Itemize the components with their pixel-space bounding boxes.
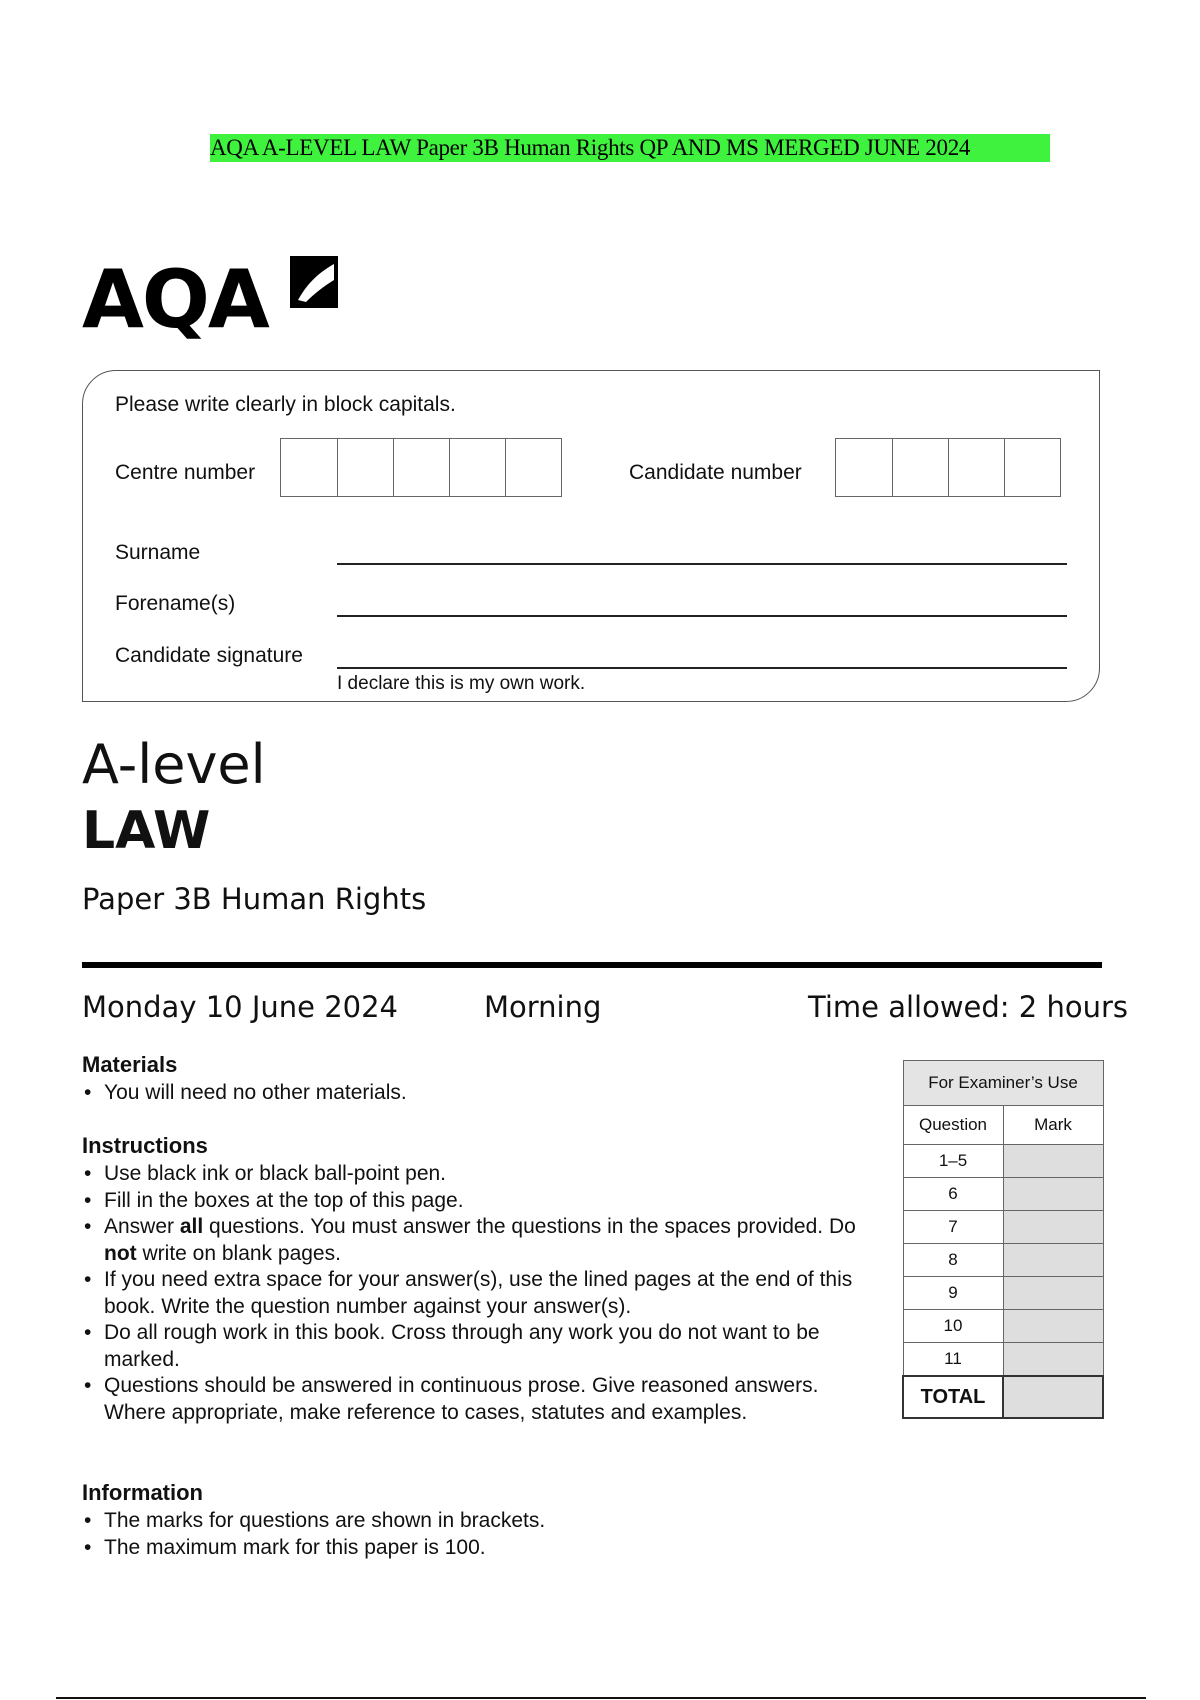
question-number: 7 [903, 1211, 1003, 1244]
centre-number-box[interactable] [393, 439, 449, 496]
mark-cell [1003, 1244, 1103, 1277]
signature-line[interactable] [337, 667, 1067, 669]
mark-cell [1003, 1211, 1103, 1244]
total-label: TOTAL [903, 1376, 1003, 1418]
candidate-details-box [82, 370, 1100, 702]
list-item: • Questions should be answered in continuous prose. Give reasoned answers. Where appropriate, make reference to cases, statutes and examples. [82, 1373, 862, 1426]
forenames-label: Forename(s) [115, 592, 236, 615]
list-item: • The maximum mark for this paper is 100. [82, 1535, 862, 1562]
candidate-number-box[interactable] [1004, 439, 1060, 496]
list-item: • You will need no other materials. [82, 1080, 862, 1107]
aqa-logo-mark-icon [284, 252, 342, 312]
candidate-number-box[interactable] [836, 439, 892, 496]
question-column-header: Question [903, 1106, 1003, 1145]
document-title-banner: AQA A-LEVEL LAW Paper 3B Human Rights QP AND MS MERGED JUNE 2024 [210, 134, 1050, 162]
question-number: 6 [903, 1178, 1003, 1211]
question-number: 8 [903, 1244, 1003, 1277]
signature-label: Candidate signature [115, 644, 303, 667]
list-item: • Use black ink or black ball-point pen. [82, 1161, 862, 1188]
examiner-table-title: For Examiner’s Use [903, 1061, 1103, 1106]
centre-number-box[interactable] [281, 439, 337, 496]
footer-rule [56, 1697, 1146, 1699]
centre-number-box[interactable] [449, 439, 505, 496]
information-list [82, 1508, 862, 1561]
exam-date: Monday 10 June 2024 [82, 990, 398, 1024]
time-allowed: Time allowed: 2 hours [808, 990, 1128, 1024]
instructions-list [82, 1161, 862, 1426]
aqa-logo-text: AQA [82, 253, 268, 346]
list-item: • Do all rough work in this book. Cross through any work you do not want to be marked. [82, 1320, 862, 1373]
question-number: 1–5 [903, 1145, 1003, 1178]
exam-session: Morning [484, 990, 602, 1024]
question-number: 9 [903, 1277, 1003, 1310]
examiner-use-table [902, 1060, 1104, 1419]
question-number: 11 [903, 1343, 1003, 1377]
subject-title: LAW [82, 801, 211, 861]
question-number: 10 [903, 1310, 1003, 1343]
information-heading: Information [82, 1480, 203, 1505]
mark-cell [1003, 1178, 1103, 1211]
centre-number-box[interactable] [505, 439, 561, 496]
paper-title: Paper 3B Human Rights [82, 882, 427, 916]
mark-cell [1003, 1343, 1103, 1377]
materials-list [82, 1080, 862, 1107]
centre-number-box[interactable] [337, 439, 393, 496]
mark-column-header: Mark [1003, 1106, 1103, 1145]
aqa-logo [82, 252, 342, 348]
candidate-number-label: Candidate number [629, 461, 802, 484]
divider-rule [82, 962, 1102, 968]
centre-number-label: Centre number [115, 461, 256, 484]
candidate-number-box[interactable] [948, 439, 1004, 496]
instruction-3-text: Answer all questions. You must answer the questions in the spaces provided. Do not write on blank pages. [104, 1215, 856, 1265]
candidate-number-box[interactable] [892, 439, 948, 496]
mark-cell [1003, 1277, 1103, 1310]
list-item [82, 1214, 862, 1267]
centre-number-boxes[interactable] [280, 438, 562, 497]
instructions-heading: Instructions [82, 1133, 208, 1158]
surname-line[interactable] [337, 563, 1067, 565]
qualification-level: A-level [82, 733, 266, 796]
candidate-number-boxes[interactable] [835, 438, 1061, 497]
surname-label: Surname [115, 541, 201, 564]
materials-heading: Materials [82, 1052, 178, 1077]
forenames-line[interactable] [337, 615, 1067, 617]
declaration-text: I declare this is my own work. [337, 673, 586, 694]
block-capitals-instruction: Please write clearly in block capitals. [115, 393, 456, 416]
list-item: • The marks for questions are shown in brackets. [82, 1508, 862, 1535]
mark-cell [1003, 1145, 1103, 1178]
list-item: • Fill in the boxes at the top of this page. [82, 1188, 862, 1215]
mark-cell [1003, 1310, 1103, 1343]
list-item: • If you need extra space for your answer(s), use the lined pages at the end of this book. Write the question number against your answer(s). [82, 1267, 862, 1320]
total-mark-cell [1003, 1376, 1103, 1418]
